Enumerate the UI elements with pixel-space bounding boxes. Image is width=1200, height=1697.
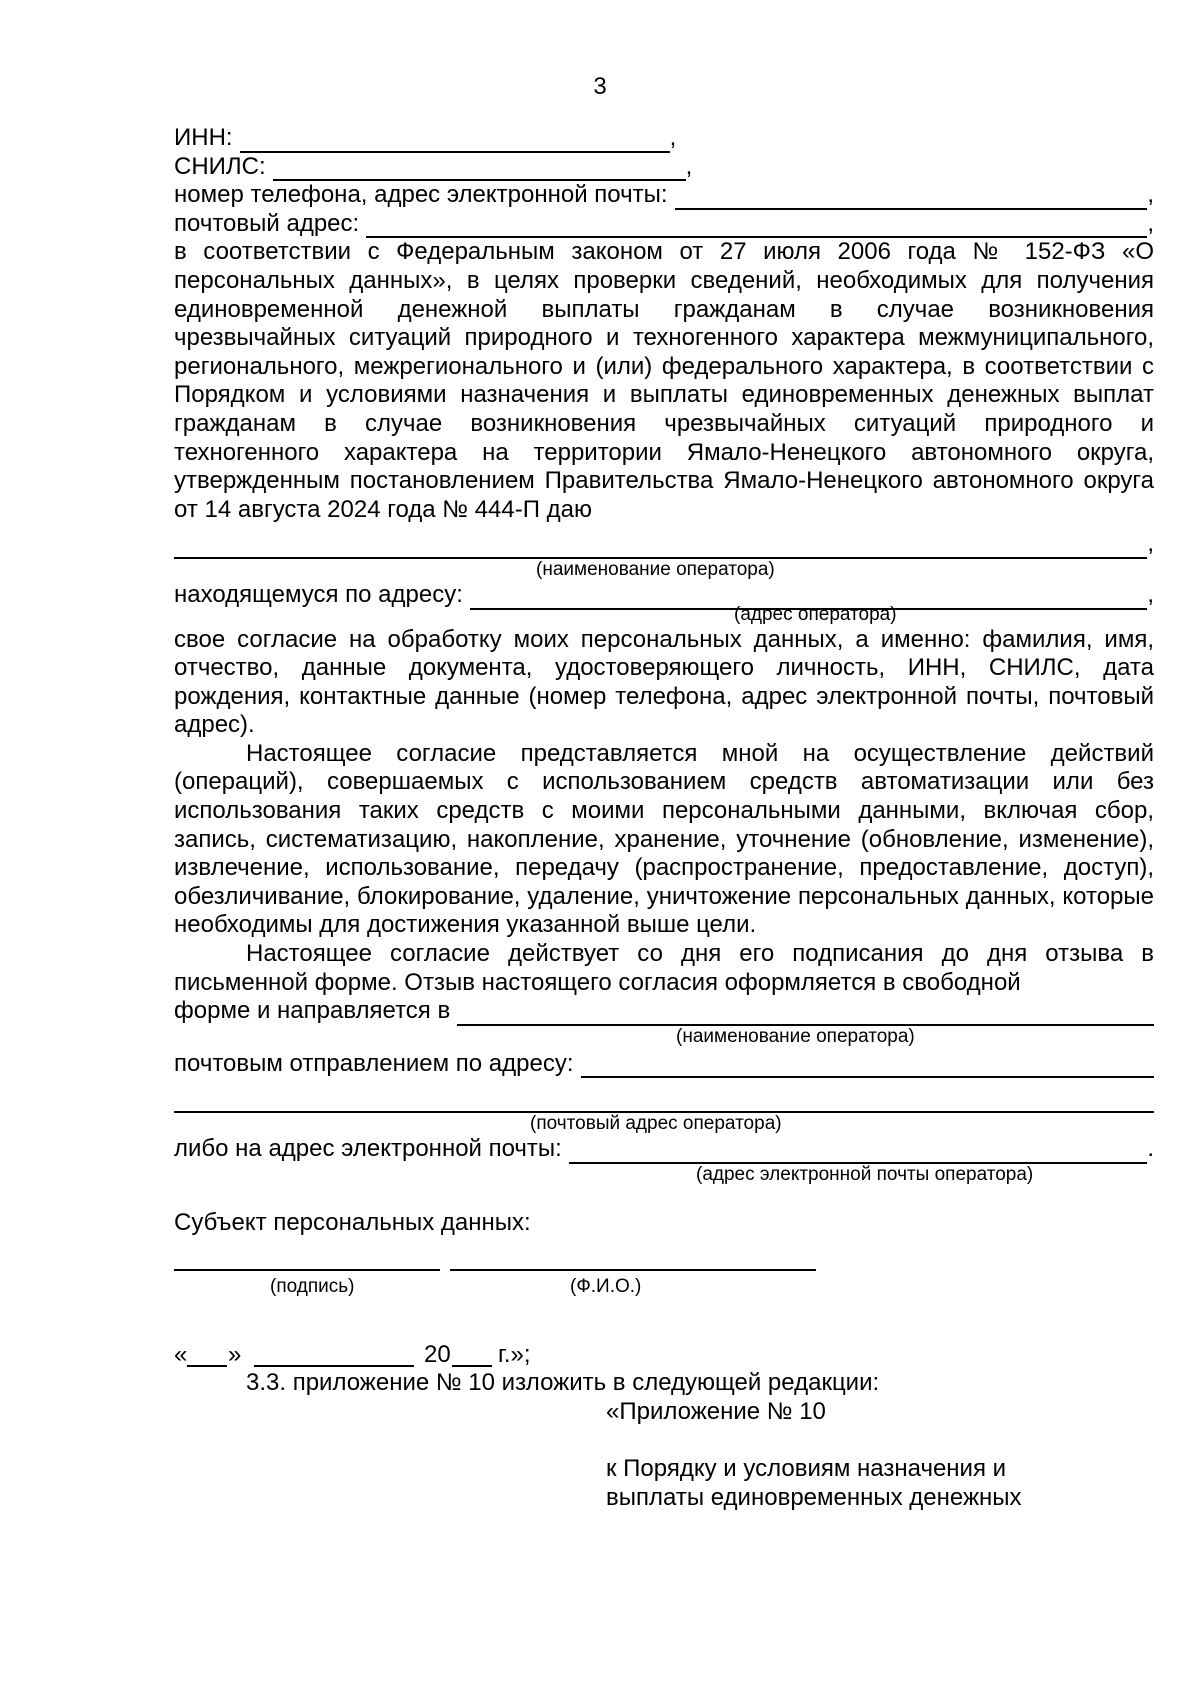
signature-block — [174, 1247, 1154, 1301]
snils-label: СНИЛС: — [174, 152, 266, 180]
appendix-header — [606, 1398, 1154, 1512]
inn-field[interactable] — [240, 129, 670, 153]
snils-line — [174, 153, 1154, 182]
snils-field[interactable] — [273, 157, 686, 181]
snils-comma: , — [685, 152, 693, 180]
subject-line — [174, 1209, 1154, 1238]
date-month-field[interactable] — [254, 1341, 414, 1367]
date-century: 20 — [424, 1341, 451, 1369]
date-year-field[interactable] — [452, 1341, 492, 1367]
contact-field[interactable] — [675, 186, 1148, 210]
operator-name-comma: , — [1147, 530, 1154, 558]
signature-caption: (подпись) — [270, 1276, 355, 1298]
postal-send-line — [174, 1050, 1154, 1079]
postal-address-comma: , — [1147, 209, 1154, 237]
postal-send-field-2[interactable] — [174, 1089, 1154, 1113]
inn-comma: , — [669, 124, 677, 151]
appendix-line-2: выплаты единовременных денежных — [606, 1483, 1022, 1511]
signature-field[interactable] — [174, 1247, 440, 1271]
revoke-operator-line — [174, 997, 1154, 1026]
operator-caption-row — [174, 559, 1154, 581]
appendix-spacer — [606, 1426, 1154, 1455]
law-paragraph: в соответствии с Федеральным законом от 27 июля 2006 года № 152-ФЗ «О персональных данных», в целях проверки сведений, необходимых для получения единовременной денежной выплаты гражданам в случае возникновения чрезвычайных ситуаций природного и техногенного характера межмуниципального, регионального, межрегионального и (или) федерального характера, в соответствии с Порядком и условиями назначения и выплаты единовременных денежных выплат гражданам в случае возникновения чрезвычайных ситуаций природного и техногенного характера на территории Ямало-Ненецкого автономного округа, утвержденным постановлением Правительства Ямало-Ненецкого автономного округа от 14 августа 2024 года № 444-П даю — [174, 238, 1154, 523]
date-close-quote: » — [228, 1341, 242, 1369]
postal-address-field[interactable] — [366, 214, 1147, 238]
actions-paragraph: Настоящее согласие представляется мной на осуществление действий (операций), совершаемых с использованием средств автоматизации или без использования таких средств с моими персональными данными, включая сбор, запись, систематизацию, накопление, хранение, уточнение (обновление, изменение), извлечение, использование, передачу (распространение, предоставление, доступ), обезличивание, блокирование, удаление, уничтожение персональных данных, которые необходимы для достижения указанной выше цели. — [174, 739, 1154, 939]
inn-label: ИНН: — [174, 124, 233, 151]
subject-label: Субъект персональных данных: — [174, 1208, 531, 1236]
operator-address-caption-row — [174, 604, 1154, 626]
date-suffix: г.»; — [498, 1341, 531, 1369]
date-open-quote: « — [174, 1341, 188, 1369]
contact-label: номер телефона, адрес электронной почты: — [174, 181, 668, 209]
postal-send-line-2 — [174, 1084, 1154, 1113]
fio-field[interactable] — [450, 1247, 816, 1271]
inn-line — [174, 124, 1154, 153]
consent-paragraph: свое согласие на обработку моих персональных данных, а именно: фамилия, имя, отчество, данные документа, удостоверяющего личность, ИНН, СНИЛС, дата рождения, контактные данные (номер телефона, адрес электронной почты, почтовый адрес). — [174, 625, 1154, 739]
page-number: 3 — [593, 73, 607, 100]
date-line — [174, 1341, 1154, 1369]
operator-address-caption: (адрес оператора) — [734, 603, 897, 625]
email-line — [174, 1135, 1154, 1164]
operator-email-caption: (адрес электронной почты оператора) — [696, 1163, 1034, 1185]
operator-caption: (наименование оператора) — [536, 558, 775, 580]
operator-name-line — [174, 530, 1154, 559]
postal-address-label: почтовый адрес: — [174, 209, 360, 237]
email-label: либо на адрес электронной почты: — [174, 1135, 562, 1162]
postal-address-line — [174, 210, 1154, 239]
postal-send-field[interactable] — [581, 1054, 1154, 1078]
date-day-field[interactable] — [187, 1341, 227, 1367]
operator-address-label: находящемуся по адресу: — [174, 580, 463, 608]
appendix-title: «Приложение № 10 — [606, 1397, 826, 1425]
operator-name-field[interactable] — [174, 535, 1147, 559]
revoke-operator-caption: (наименование оператора) — [676, 1025, 915, 1047]
fio-caption: (Ф.И.О.) — [570, 1276, 642, 1298]
operator-postal-caption: (почтовый адрес оператора) — [530, 1113, 782, 1134]
email-field[interactable] — [569, 1140, 1147, 1164]
contact-comma: , — [1147, 181, 1154, 209]
operator-address-comma: , — [1147, 580, 1154, 608]
operator-email-caption-row — [174, 1164, 1154, 1186]
revoke-operator-caption-row — [174, 1026, 1154, 1048]
revoke-operator-label: форме и направляется в — [174, 997, 451, 1025]
email-period: . — [1147, 1135, 1154, 1162]
operator-postal-caption-row — [174, 1113, 1154, 1135]
contact-line — [174, 181, 1154, 210]
revoke-operator-field[interactable] — [457, 1002, 1154, 1026]
amendment-text: 3.3. приложение № 10 изложить в следующей редакции: — [246, 1369, 880, 1397]
validity-paragraph: Настоящее согласие действует со дня его подписания до дня отзыва в письменной форме. Отзыв настоящего согласия оформляется в свободной — [174, 940, 1154, 996]
consent-form-body — [174, 124, 1154, 1512]
appendix-line-1: к Порядку и условиям назначения и — [606, 1454, 1007, 1482]
postal-send-label: почтовым отправлением по адресу: — [174, 1049, 574, 1077]
amendment-line — [174, 1369, 1154, 1398]
